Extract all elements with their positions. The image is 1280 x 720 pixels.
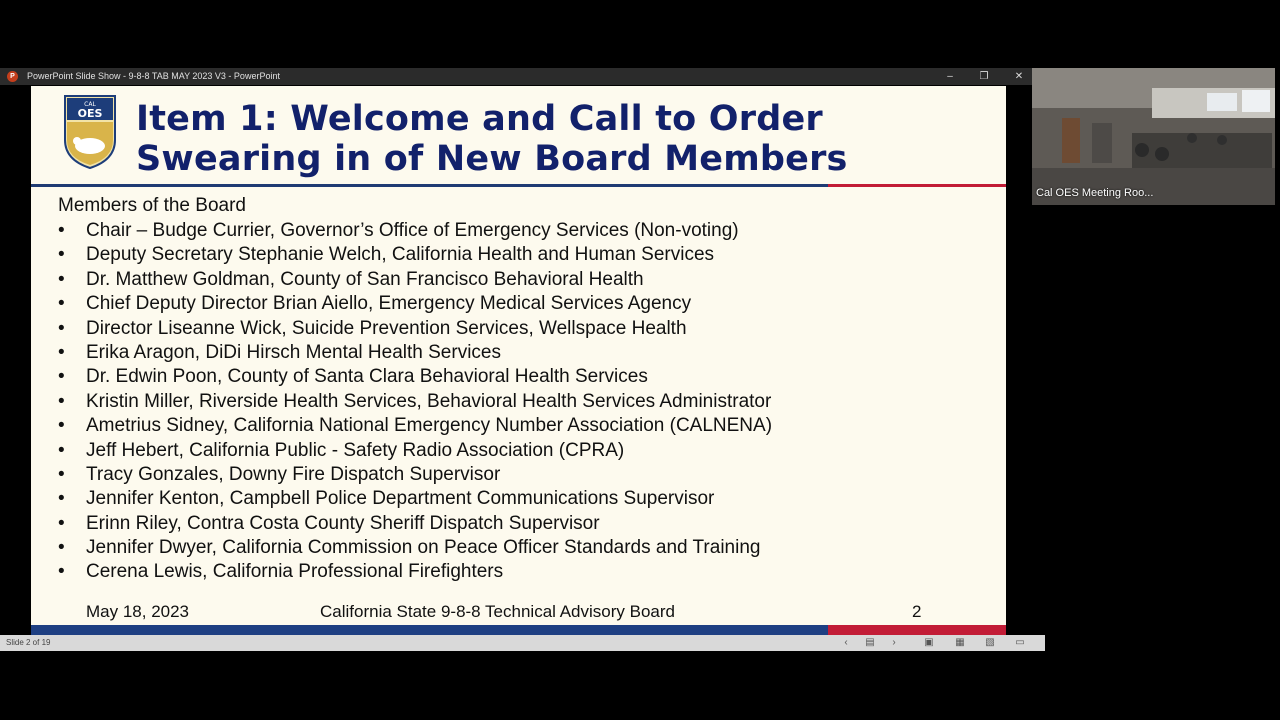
slide-counter: Slide 2 of 19	[6, 638, 51, 647]
bullet-icon: •	[58, 463, 65, 485]
member-list-item	[58, 439, 772, 463]
member-name: Dr. Matthew Goldman, County of San Francisco Behavioral Health	[86, 268, 644, 290]
slide-number: 2	[912, 602, 922, 621]
bullet-icon: •	[58, 220, 65, 241]
title-divider-red	[828, 184, 1006, 187]
member-list-item	[58, 268, 772, 292]
member-name: Jennifer Kenton, Campbell Police Department Communications Supervisor	[86, 488, 715, 510]
member-name: Deputy Secretary Stephanie Welch, California Health and Human Services	[86, 244, 715, 266]
normal-view-icon[interactable]: ▣	[924, 637, 934, 648]
slide-menu-icon[interactable]: ▤	[865, 637, 875, 648]
slide-title-line-2: Swearing in of New Board Members	[136, 139, 848, 179]
bullet-icon: •	[58, 341, 65, 363]
member-name: Erika Aragon, DiDi Hirsch Mental Health Services	[86, 341, 501, 363]
reading-view-icon[interactable]: ▧	[985, 637, 995, 648]
bullet-icon: •	[58, 512, 65, 534]
member-name: Jennifer Dwyer, California Commission on Peace Officer Standards and Training	[86, 537, 761, 559]
bullet-icon: •	[58, 366, 65, 388]
member-list-item	[58, 487, 772, 511]
participant-video-tile[interactable]	[1032, 68, 1275, 205]
bullet-icon: •	[58, 415, 65, 437]
bullet-icon: •	[58, 293, 65, 315]
slide-title	[136, 99, 848, 179]
member-list-item	[58, 536, 772, 560]
prev-icon[interactable]: ‹	[844, 637, 848, 648]
svg-text:CAL: CAL	[84, 101, 96, 108]
powerpoint-window	[0, 68, 1032, 652]
member-list-item	[58, 560, 772, 584]
member-name: Cerena Lewis, California Professional Firefighters	[86, 561, 504, 583]
member-list-item	[58, 243, 772, 267]
footer-title: California State 9-8-8 Technical Advisory Board	[320, 602, 675, 621]
members-list	[58, 219, 772, 585]
member-name: Dr. Edwin Poon, County of Santa Clara Behavioral Health Services	[86, 366, 648, 388]
member-list-item	[58, 512, 772, 536]
minimize-button[interactable]: –	[947, 71, 953, 82]
bullet-icon: •	[58, 244, 65, 266]
slideshow-icon[interactable]: ▭	[1015, 637, 1025, 648]
slideshow-statusbar	[0, 635, 1045, 651]
svg-text:OES: OES	[77, 107, 103, 120]
member-name: Ametrius Sidney, California National Emergency Number Association (CALNENA)	[86, 415, 773, 437]
next-icon[interactable]: ›	[892, 637, 896, 648]
bullet-icon: •	[58, 317, 65, 339]
slide-title-line-1: Item 1: Welcome and Call to Order	[136, 99, 823, 139]
member-list-item	[58, 414, 772, 438]
member-name: Chair – Budge Currier, Governor’s Office of Emergency Services (Non-voting)	[86, 220, 739, 241]
member-list-item	[58, 219, 772, 243]
member-list-item	[58, 292, 772, 316]
slide[interactable]	[31, 86, 1006, 638]
window-titlebar[interactable]	[0, 68, 1032, 85]
participant-name: Cal OES Meeting Roo...	[1036, 187, 1154, 199]
cal-oes-logo	[63, 94, 117, 170]
bullet-icon: •	[58, 439, 65, 461]
members-heading: Members of the Board	[58, 195, 246, 216]
bullet-icon: •	[58, 390, 65, 412]
member-list-item	[58, 317, 772, 341]
restore-button[interactable]: ❐	[979, 71, 989, 82]
member-name: Erinn Riley, Contra Costa County Sheriff Dispatch Supervisor	[86, 512, 600, 534]
footer-date: May 18, 2023	[86, 602, 190, 621]
member-name: Tracy Gonzales, Downy Fire Dispatch Supervisor	[86, 463, 501, 485]
window-title: PowerPoint Slide Show - 9-8-8 TAB MAY 2023 V3 - PowerPoint	[27, 71, 280, 81]
member-name: Director Liseanne Wick, Suicide Prevention Services, Wellspace Health	[86, 317, 687, 339]
member-list-item	[58, 365, 772, 389]
powerpoint-icon: P	[7, 71, 18, 82]
member-name: Kristin Miller, Riverside Health Services, Behavioral Health Services Administrator	[86, 390, 772, 412]
title-divider-blue	[31, 184, 828, 187]
member-name: Jeff Hebert, California Public - Safety Radio Association (CPRA)	[86, 439, 625, 461]
member-list-item	[58, 341, 772, 365]
close-button[interactable]: ✕	[1014, 71, 1024, 82]
bullet-icon: •	[58, 488, 65, 510]
member-list-item	[58, 390, 772, 414]
member-name: Chief Deputy Director Brian Aiello, Emergency Medical Services Agency	[86, 293, 692, 315]
bullet-icon: •	[58, 268, 65, 290]
member-list-item	[58, 463, 772, 487]
bullet-icon: •	[58, 561, 65, 583]
meeting-room-video	[1032, 68, 1275, 205]
bullet-icon: •	[58, 537, 65, 559]
slide-sorter-icon[interactable]: ▦	[955, 637, 965, 648]
